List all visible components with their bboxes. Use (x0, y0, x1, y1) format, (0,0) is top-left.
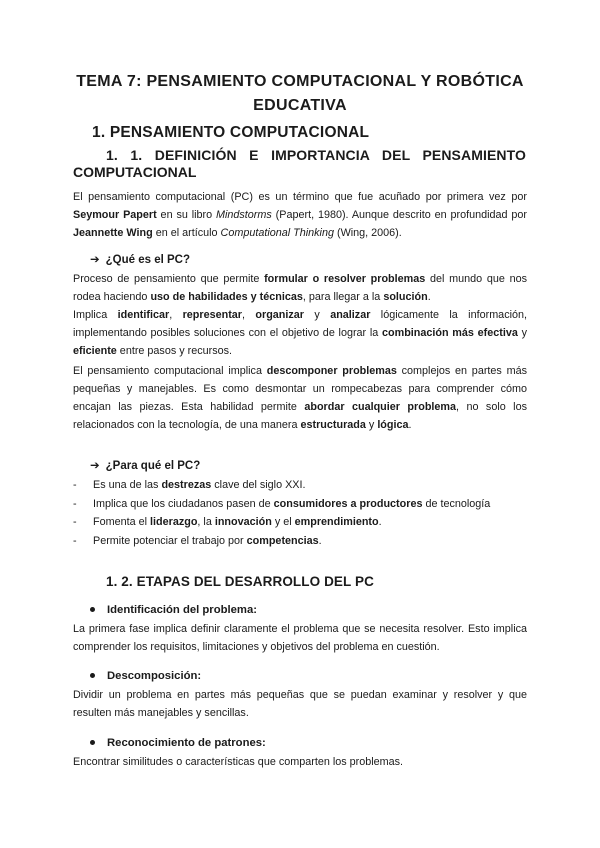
que-es-line-5: eficiente entre pasos y recursos. (73, 345, 233, 357)
list-item: - Fomenta el liderazgo, la innovación y el emprendimiento. (73, 516, 382, 528)
bullet-icon (90, 673, 95, 678)
identificacion-paragraph (73, 620, 527, 656)
que-es-paragraph-2 (73, 362, 527, 434)
reconocimiento-paragraph (73, 753, 527, 771)
intro-line-3: Jeannette Wing en el artículo Computational Thinking (Wing, 2006). (73, 227, 402, 239)
descomposicion-line-2: resulten más manejables y sencillas. (73, 707, 249, 719)
identificacion-heading: Identificación del problema: (90, 604, 257, 616)
section-1-2-heading: 1. 2. ETAPAS DEL DESARROLLO DEL PC (106, 574, 374, 589)
intro-paragraph (73, 188, 527, 242)
intro-line-2: Seymour Papert en su libro Mindstorms (Papert, 1980). Aunque descrito en profundidad por (73, 209, 527, 221)
list-item: - Permite potenciar el trabajo por competencias. (73, 534, 322, 547)
que-es-line-4: implementando posibles soluciones con el objetivo de lograr la combinación más efectiva y (73, 327, 527, 339)
section-1-heading: 1. PENSAMIENTO COMPUTACIONAL (92, 124, 370, 141)
bullet-icon (90, 740, 95, 745)
identificacion-line-1: La primera fase implica definir claramente el problema que se necesita resolver. Esto implica (73, 623, 527, 635)
para-que-heading: ➔ ¿Para qué el PC? (90, 460, 201, 472)
identificacion-line-2: comprender los requisitos, limitaciones y objetivos del problema en cuestión. (73, 641, 440, 653)
que-es-p2-line-4: relacionados con la tecnología, de una manera estructurada y lógica. (73, 419, 412, 431)
que-es-heading: ➔ ¿Qué es el PC? (90, 254, 190, 266)
section-1-1-heading-line2: COMPUTACIONAL (73, 164, 197, 180)
reconocimiento-line-1: Encontrar similitudes o características que comparten los problemas. (73, 756, 404, 768)
descomposicion-paragraph (73, 686, 527, 722)
que-es-line-1: Proceso de pensamiento que permite formular o resolver problemas del mundo que nos (73, 273, 527, 285)
que-es-paragraph-1 (73, 270, 527, 360)
arrow-right-icon: ➔ (90, 460, 100, 472)
que-es-line-2: rodea haciendo uso de habilidades y técnicas, para llegar a la solución. (73, 291, 431, 303)
descomposicion-heading: Descomposición: (90, 670, 201, 682)
intro-line-1: El pensamiento computacional (PC) es un término que fue acuñado por primera vez por (73, 191, 527, 203)
bullet-icon (90, 607, 95, 612)
que-es-p2-line-3: encajan las piezas. Esta habilidad permite abordar cualquier problema, no solo los (73, 401, 527, 413)
document-title: TEMA 7: PENSAMIENTO COMPUTACIONAL Y ROBÓTICA EDUCATIVA (76, 73, 524, 114)
section-1-1-heading-line1: 1. 1. DEFINICIÓN E IMPORTANCIA DEL PENSAMIENTO (106, 147, 526, 163)
que-es-p2-line-2: pequeñas y manejables. Es como desmontar un rompecabezas para comprender cómo (73, 383, 527, 395)
descomposicion-line-1: Dividir un problema en partes más pequeñas que se puedan examinar y resolver y que (73, 689, 527, 701)
reconocimiento-heading: Reconocimiento de patrones: (90, 737, 266, 749)
list-item: - Implica que los ciudadanos pasen de consumidores a productores de tecnología (73, 497, 491, 510)
que-es-line-3: Implica identificar, representar, organizar y analizar lógicamente la información, (73, 309, 527, 321)
para-que-list (73, 476, 490, 550)
arrow-right-icon: ➔ (90, 254, 100, 266)
list-item: - Es una de las destrezas clave del siglo XXI. (73, 479, 306, 491)
que-es-p2-line-1: El pensamiento computacional implica descomponer problemas complejos en partes más (73, 365, 527, 377)
